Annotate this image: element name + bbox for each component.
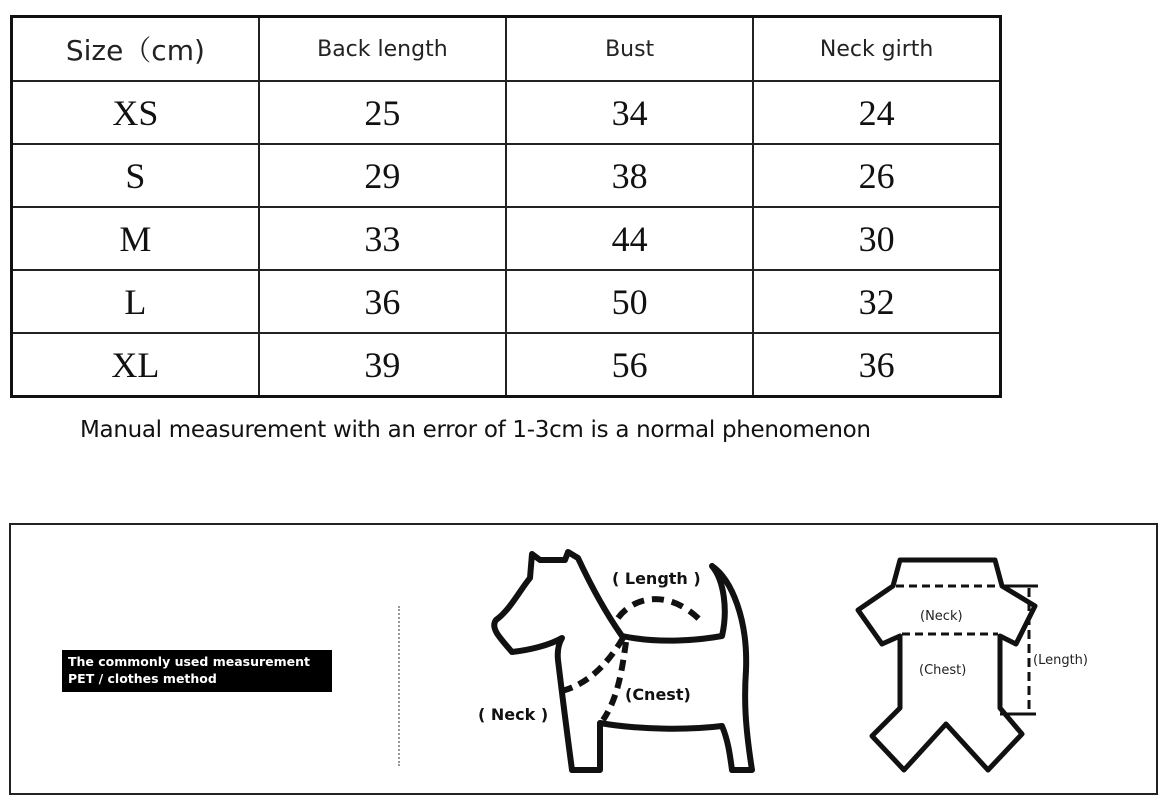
cell-neck-girth: 26: [753, 144, 1000, 207]
dog-neck-label: ( Neck ): [478, 705, 549, 724]
dotted-divider: [398, 606, 400, 766]
dog-chest-label: (Cnest): [625, 685, 691, 704]
cell-size: XL: [12, 333, 259, 397]
clothes-length-label: (Length): [1033, 653, 1088, 668]
method-label-line2: PET / clothes method: [68, 671, 217, 686]
cell-neck-girth: 30: [753, 207, 1000, 270]
header-neck-girth: Neck girth: [753, 17, 1000, 82]
cell-bust: 56: [506, 333, 753, 397]
cell-bust: 34: [506, 81, 753, 144]
cell-size: L: [12, 270, 259, 333]
measurement-method-label: [62, 650, 332, 692]
dog-measurement-diagram-icon: [460, 540, 760, 790]
dog-length-label: ( Length ): [612, 569, 701, 588]
clothes-measurement-diagram-icon: [840, 540, 1160, 790]
header-bust: Bust: [506, 17, 753, 82]
table-header-row: [12, 17, 1001, 82]
method-label-line1: The commonly used measurement: [68, 654, 310, 669]
cell-back-length: 39: [259, 333, 506, 397]
table-row: [12, 144, 1001, 207]
cell-size: XS: [12, 81, 259, 144]
cell-neck-girth: 32: [753, 270, 1000, 333]
size-chart-table: [10, 15, 1002, 398]
header-back-length: Back length: [259, 17, 506, 82]
table-row: [12, 270, 1001, 333]
table-row: [12, 81, 1001, 144]
header-size: Size（cm): [12, 17, 259, 82]
cell-size: M: [12, 207, 259, 270]
cell-bust: 44: [506, 207, 753, 270]
cell-back-length: 25: [259, 81, 506, 144]
cell-back-length: 36: [259, 270, 506, 333]
clothes-neck-label: (Neck): [920, 609, 963, 624]
cell-neck-girth: 36: [753, 333, 1000, 397]
cell-size: S: [12, 144, 259, 207]
table-row: [12, 333, 1001, 397]
table-row: [12, 207, 1001, 270]
measurement-error-note: Manual measurement with an error of 1-3cm is a normal phenomenon: [80, 417, 871, 443]
cell-neck-girth: 24: [753, 81, 1000, 144]
cell-bust: 38: [506, 144, 753, 207]
clothes-chest-label: (Chest): [919, 663, 967, 678]
cell-bust: 50: [506, 270, 753, 333]
cell-back-length: 29: [259, 144, 506, 207]
cell-back-length: 33: [259, 207, 506, 270]
